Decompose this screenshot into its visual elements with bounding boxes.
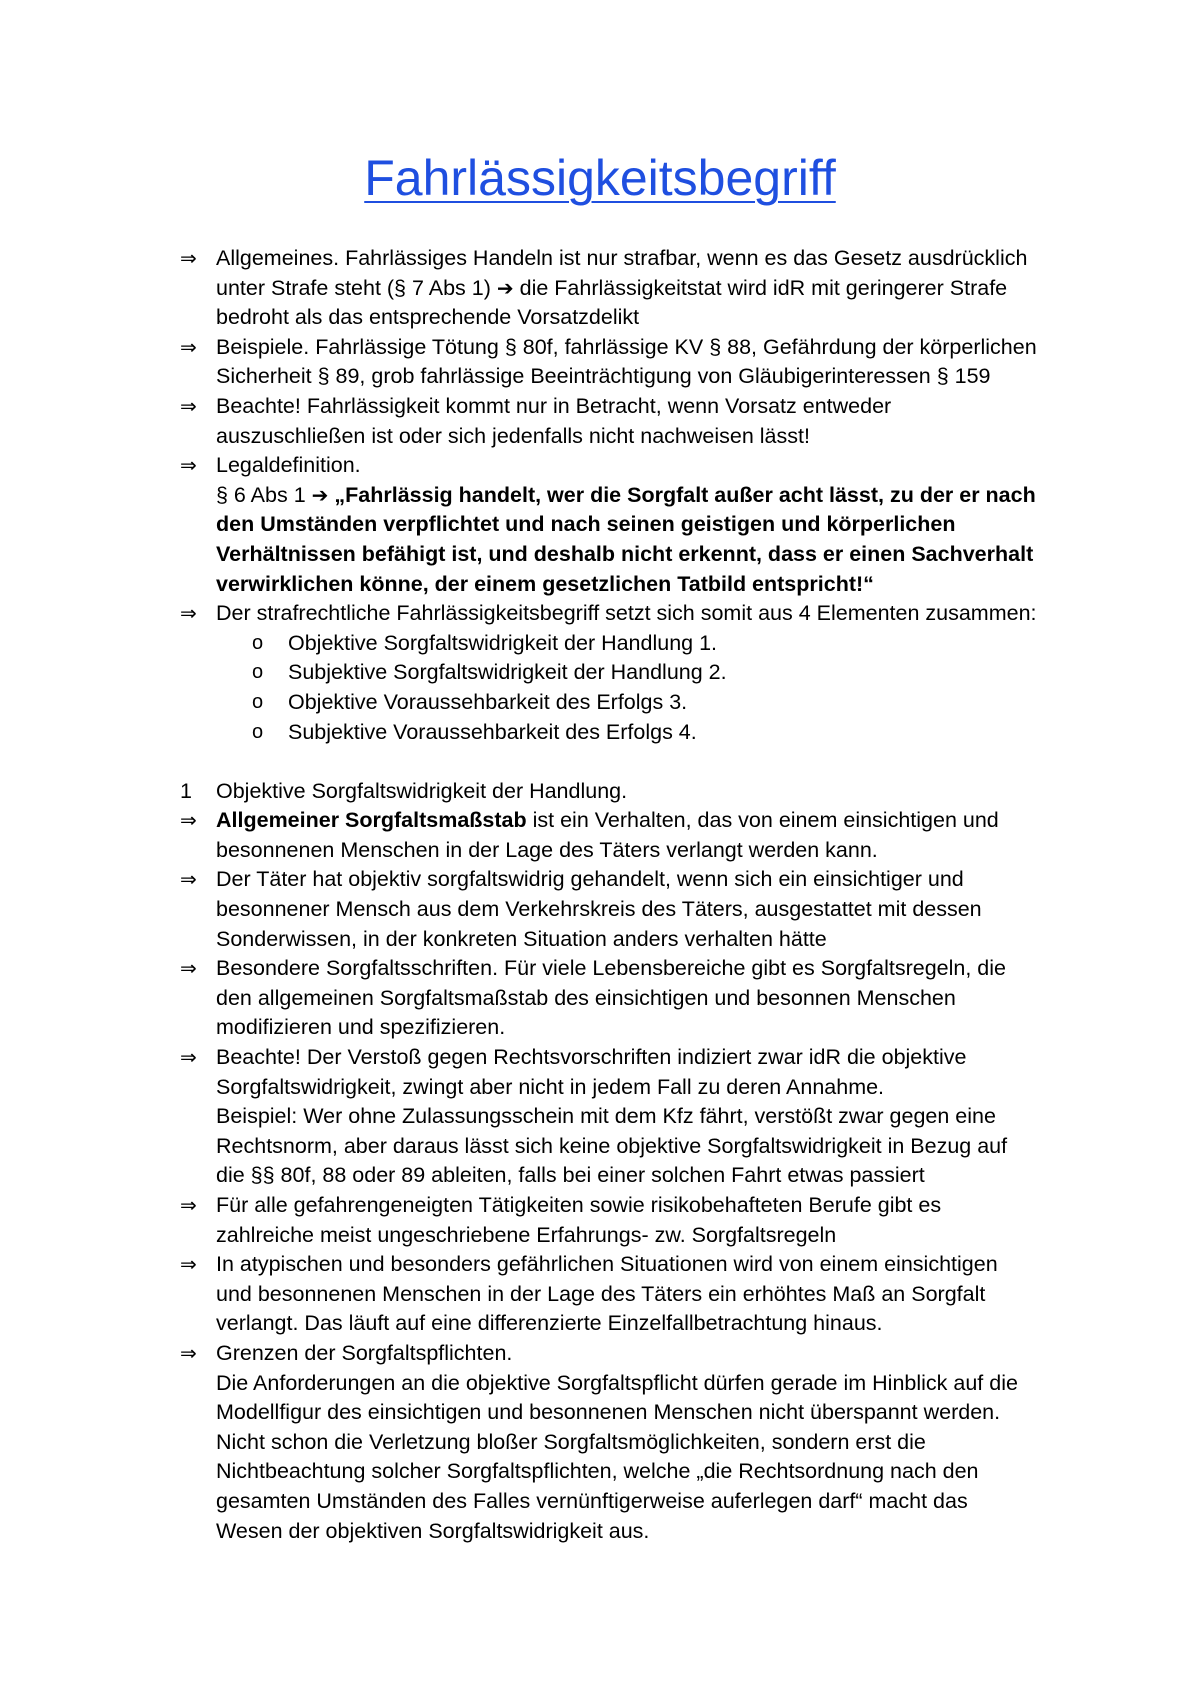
sub-list-item: o Objektive Sorgfaltswidrigkeit der Handlung 1. — [180, 629, 1080, 659]
double-arrow-icon: ⇒ — [180, 1193, 197, 1217]
double-arrow-icon: ⇒ — [180, 1252, 197, 1277]
bullet-legaldefinition: ⇒ Legaldefinition. § 6 Abs 1 ➔ „Fahrlässig handelt, wer die Sorgfalt außer acht lässt, zu der er nach den Umständen verpflichtet und nach seinen geistigen und körperlichen Verhältnissen befähigt ist, und deshalb nicht erkennt, dass er einen Sachverhalt verwirklichen könne, der einem gesetzlichen Tatbild entspricht!“ — [180, 453, 1036, 596]
bullet-verstoss: ⇒ Beachte! Der Verstoß gegen Rechtsvorschriften indiziert zwar idR die objektive Sorgfaltswidrigkeit, zwingt aber nicht in jedem Fall zu deren Annahme. Beispiel: Wer ohne Zulassungsschein mit dem Kfz fährt, verstößt zwar gegen eine Rechtsnorm, aber daraus lässt sich keine objektive Sorgfaltswidrigkeit in Bezug auf die §§ 80f, 88 oder 89 ableiten, falls bei einer solchen Fahrt etwas passiert — [180, 1045, 1008, 1188]
section-number: 1 — [180, 778, 192, 803]
double-arrow-icon: ⇒ — [180, 393, 197, 418]
sub-list-item: o Subjektive Voraussehbarkeit des Erfolgs 4. — [180, 718, 1080, 748]
bullet-grenzen: ⇒ Grenzen der Sorgfaltspflichten. Die Anforderungen an die objektive Sorgfaltspflicht dürfen gerade im Hinblick auf die Modellfigur des einsichtigen und besonnenen Menschen nicht überspannt werden. Nicht schon die Verletzung bloßer Sorgfaltsmöglichkeiten, sondern erst die Nichtbeachtung solcher Sorgfaltspflichten, welche „die Rechtsordnung nach den gesamten Umständen des Falles vernünftigerweise auferlegen darf“ macht das Wesen der objektiven Sorgfaltswidrigkeit aus. — [180, 1340, 1018, 1543]
circle-bullet-icon: o — [252, 720, 264, 743]
circle-bullet-icon: o — [252, 631, 264, 654]
double-arrow-icon: ⇒ — [180, 601, 197, 626]
double-arrow-icon: ⇒ — [180, 1340, 197, 1365]
bullet-taeter: ⇒ Der Täter hat objektiv sorgfaltswidrig gehandelt, wenn sich ein einsichtiger und besonnener Mensch aus dem Verkehrskreis des Täters, ausgestattet mit dessen Sonderwissen, in der konkreten Situation anders verhalten hätte — [180, 867, 982, 951]
double-arrow-icon: ⇒ — [180, 453, 197, 478]
bullet-sorgfaltsschriften: ⇒ Besondere Sorgfaltsschriften. Für viele Lebensbereiche gibt es Sorgfaltsregeln, die den allgemeinen Sorgfaltsmaßstab des einsichtigen und besonnen Menschen modifizieren und spezifizieren. — [180, 956, 1006, 1040]
bullet-elemente: ⇒ Der strafrechtliche Fahrlässigkeitsbegriff setzt sich somit aus 4 Elementen zusammen: — [180, 599, 1080, 629]
blank-line — [180, 747, 1080, 777]
bullet-beispiele: ⇒ Beispiele. Fahrlässige Tötung § 80f, fahrlässige KV § 88, Gefährdung der körperlichen Sicherheit § 89, grob fahrlässige Beeinträchtigung von Gläubigerinteressen § 159 — [180, 334, 1037, 389]
double-arrow-icon: ⇒ — [180, 867, 197, 892]
bullet-atypisch: ⇒ In atypischen und besonders gefährlichen Situationen wird von einem einsichtigen und besonnenen Menschen in der Lage des Täters ein erhöhtes Maß an Sorgfalt verlangt. Das läuft auf eine differenzierte Einzelfallbetrachtung hinaus. — [180, 1252, 998, 1336]
bullet-sorgfaltsmassstab: ⇒ Allgemeiner Sorgfaltsmaßstab ist ein Verhalten, das von einem einsichtigen und besonnenen Menschen in der Lage des Täters verlangt werden kann. — [180, 808, 999, 862]
circle-bullet-icon: o — [252, 690, 264, 713]
right-arrow-icon: ➔ — [311, 482, 329, 507]
sub-list-item: o Objektive Voraussehbarkeit des Erfolgs 3. — [180, 688, 1080, 718]
section-heading: 1 Objektive Sorgfaltswidrigkeit der Handlung. — [180, 777, 1080, 807]
double-arrow-icon: ⇒ — [180, 1045, 197, 1070]
bullet-taetigkeiten: ⇒ Für alle gefahrengeneigten Tätigkeiten sowie risikobehafteten Berufe gibt es zahlreiche meist ungeschriebene Erfahrungs- zw. Sorgfaltsregeln — [180, 1193, 942, 1247]
document-body — [180, 244, 1080, 1546]
right-arrow-icon: ➔ — [496, 275, 514, 300]
document-title: Fahrlässigkeitsbegriff — [364, 150, 836, 206]
double-arrow-icon: ⇒ — [180, 808, 197, 833]
double-arrow-icon: ⇒ — [180, 334, 197, 359]
bullet-allgemeines: ⇒ Allgemeines. Fahrlässiges Handeln ist nur strafbar, wenn es das Gesetz ausdrücklich unter Strafe steht (§ 7 Abs 1) ➔ die Fahrlässigkeitstat wird idR mit geringerer Strafe bedroht als das entsprechende Vorsatzdelikt — [180, 246, 1028, 330]
bullet-beachte: ⇒ Beachte! Fahrlässigkeit kommt nur in Betracht, wenn Vorsatz entweder auszuschließen ist oder sich jedenfalls nicht nachweisen lässt! — [180, 393, 892, 448]
double-arrow-icon: ⇒ — [180, 246, 197, 270]
circle-bullet-icon: o — [252, 661, 264, 684]
double-arrow-icon: ⇒ — [180, 956, 197, 981]
sub-list-item: o Subjektive Sorgfaltswidrigkeit der Handlung 2. — [180, 658, 1080, 688]
